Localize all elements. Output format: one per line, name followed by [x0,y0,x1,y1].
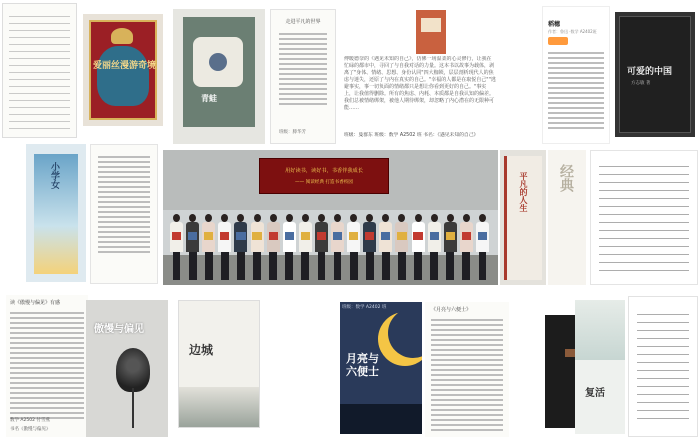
aoman-cover-title: 傲慢与偏见 [94,324,144,335]
qingwa-book-cover [173,9,265,144]
reading-essay-footer: 班级：曼群东 班级：数学 A2502 班 书名：《遇见未知的自己》 [344,133,479,138]
moon-book-meta: 班级：数学 A2402 班 [342,305,387,310]
student-figure [251,214,264,280]
frog-icon [209,53,227,71]
handwritten-essay-1 [2,3,77,138]
jingdian-card [548,150,586,285]
student-figure [267,214,280,280]
student-figure [331,214,344,280]
student-figure [444,214,457,280]
student-figure [283,214,296,280]
phone-note-meta: 作者：鲁迅 ·数学 A2402班 [548,29,597,34]
photo-banner-line1: 用好读书，读好书，书香伴我成长 [285,168,363,174]
photo-banner [259,158,389,194]
handwritten-essay-3 [628,296,698,437]
kead-book-cover [615,12,695,137]
group-photo [163,150,498,285]
aoman-essay-book: 书名《傲慢与偏见》 [10,427,51,432]
kead-cover-sub: 方志敏 著 [631,81,651,86]
fanren-doc-byline: 班级：滕华芳 [279,130,306,135]
fanren-doc [270,9,336,144]
moon-essay [425,302,509,437]
moon-cover-title: 月亮与六便士 [346,352,379,378]
aoman-book-cover [86,300,168,437]
biancheng-cover-title: 边城 [189,343,214,357]
photo-banner-line2: —— 阅读经典 打造书香校园 [294,180,354,185]
alice-cover-title: 爱丽丝漫游奇境 [93,61,157,71]
student-figure [476,214,489,280]
students-row [169,208,491,280]
biancheng-book-cover [178,300,260,428]
alice-illustration [97,46,149,106]
fanren-doc-title: 走进平凡的世界 [285,19,321,25]
student-figure [234,214,247,280]
moon-essay-title: 《月亮与六便士》 [431,307,472,313]
student-figure [460,214,473,280]
student-figure [315,214,328,280]
crest-icon [111,28,133,44]
fuhuo-book-cover [575,300,625,434]
follow-button[interactable] [548,37,568,45]
pingfan-cover-title: 平凡的人生 [519,172,528,212]
handwritten-essay-2 [590,150,698,285]
pingfan-book-cover [500,150,546,285]
moon-book-cover [340,302,422,434]
qingwa-cover-title: 青蛙 [201,94,217,103]
jingdian-title: 经典 [558,164,574,192]
student-figure [170,214,183,280]
aoman-essay-footer: 数学 A2502 付雪燕 [10,418,50,423]
aoman-essay [6,295,88,437]
student-figure [299,214,312,280]
student-figure [395,214,408,280]
alice-book-cover [83,14,163,126]
student-figure [218,214,231,280]
student-figure [186,214,199,280]
reading-essay [340,6,500,146]
student-figure [428,214,441,280]
reading-essay-body: 傅暖德奈的《遇见未知的自己》，仿佛一场温柔的心灵修行，让我在忙碌的都市中，寻回了与自我对话的力量。这本书以故事为载体，剥离了"身体、情绪、思想、身份认同"四大枷锁，层层剖析现代人的焦虑与迷失，还原了与内在真实的自己。"幸福的人都是在取悦自己""逃避事实，事一切负面的情绪都只是想让你看到更好的自己。"事实上，让我值得删除。所有的焦虑、内耗、本质都是自我认知的偏差。我们总被情绪绑架，被他人期待绑架，却忽略了内心潜在的无限种可能…… [344,56,496,111]
xiaoxue-book-cover [26,144,86,282]
rose-icon [116,348,150,392]
text-doc-2 [90,144,158,284]
student-figure [363,214,376,280]
aoman-essay-title: 读《傲慢与偏见》有感 [10,300,61,306]
kead-cover-title: 可爱的中国 [627,67,673,77]
student-figure [202,214,215,280]
xiaoxue-cover-title: 小学女 [49,162,59,189]
fuhuo-cover-title: 复活 [585,388,605,399]
student-figure [379,214,392,280]
reading-book-cover [416,10,446,54]
phone-note-title: 稻穗 [548,21,561,28]
student-figure [347,214,360,280]
student-figure [412,214,425,280]
phone-note [542,6,610,144]
